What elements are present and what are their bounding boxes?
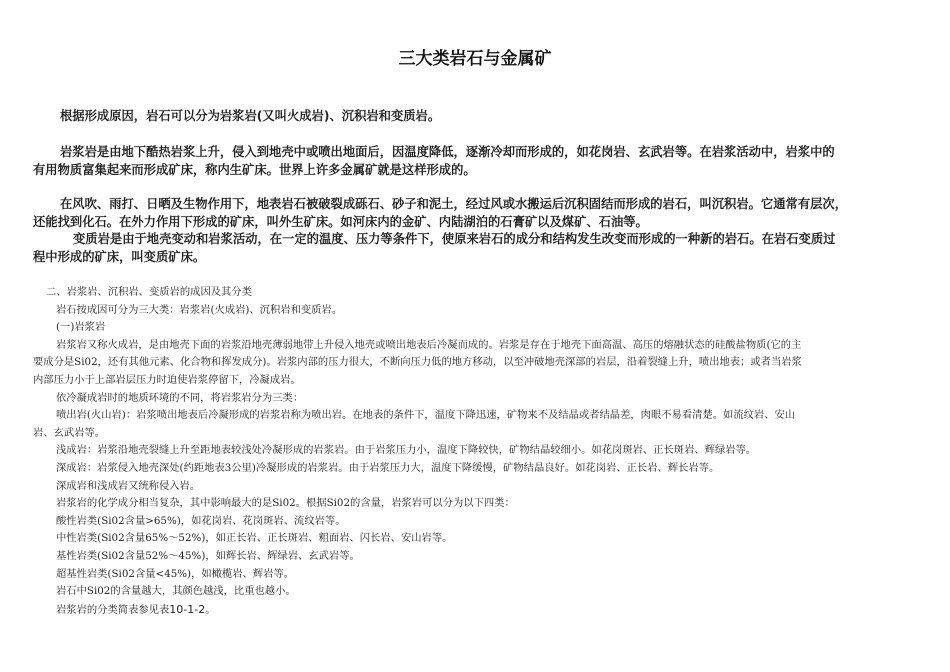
intro-line: 根据形成原因，岩石可以分为岩浆岩(又叫火成岩)、沉积岩和变质岩。 [60, 109, 441, 123]
classify-line: 岩石按成因可分为三大类：岩浆岩(火成岩)、沉积岩和变质岩。 [56, 303, 343, 316]
intrusive-note-line: 深成岩和浅成岩又统称侵入岩。 [56, 479, 201, 492]
sedimentary-line-2: 还能找到化石。在外力作用下形成的矿床，叫外生矿床。如河床内的金矿、内陆湖泊的石膏矿以及煤矿、石油等。 [33, 214, 648, 229]
deep-line: 深成岩：岩浆侵入地壳深处(约距地表3公里)冷凝形成的岩浆岩。由于岩浆压力大，温度下降缓慢，矿物结晶良好。如花岗岩、正长岩、辉长岩等。 [56, 461, 720, 474]
table-number: 10-1-2 [169, 602, 206, 616]
env-intro-line: 依冷凝成岩时的地质环境的不同，将岩浆岩分为三类： [56, 391, 304, 404]
metamorphic-paragraph [33, 231, 835, 266]
table-ref-end: 。 [205, 603, 216, 616]
section-heading: 二、岩浆岩、沉积岩、变质岩的成因及其分类 [46, 286, 252, 298]
metamorphic-line-1: 变质岩是由于地壳变动和岩浆活动，在一定的温度、压力等条件下，使原来岩石的成分和结构发生改变而形成的一种新的岩石。在岩石变质过 [73, 232, 836, 246]
sub-heading: (一)岩浆岩 [56, 321, 106, 334]
metamorphic-line-2: 程中形成的矿床，叫变质矿床。 [33, 249, 206, 264]
igneous-paragraph [33, 144, 835, 179]
intro-paragraph [60, 108, 440, 126]
extrusive-line-2: 岩、玄武岩等。 [33, 426, 106, 439]
shallow-line: 浅成岩：岩浆沿地壳裂缝上升至距地表较浅处冷凝形成的岩浆岩。由于岩浆压力小，温度下降较快，矿物结晶较细小。如花岗斑岩、正长斑岩、辉绿岩等。 [56, 444, 757, 457]
igneous-line-1: 岩浆岩是由地下酷热岩浆上升，侵入到地壳中或喷出地面后，因温度降低，逐渐冷却而形成的，如花岗岩、玄武岩等。在岩浆活动中，岩浆中的 [60, 145, 835, 159]
igneous-def-line-1: 岩浆岩又称火成岩，是由地壳下面的岩浆沿地壳薄弱地带上升侵入地壳或喷出地表后冷凝而成的。岩浆是存在于地壳下面高温、高压的熔融状态的硅酸盐物质(它的主 [56, 338, 802, 351]
igneous-line-2: 有用物质富集起来而形成矿床，称内生矿床。世界上许多金属矿就是这样形成的。 [33, 162, 476, 177]
chem-intro-line: 岩浆岩的化学成分相当复杂，其中影响最大的是Si02。根据Si02的含量，岩浆岩可以分为以下四类： [56, 497, 515, 510]
intermediate-line: 中性岩类(Si02含量65%～52%)，如正长岩、正长斑岩、粗面岩、闪长岩、安山岩等。 [56, 532, 453, 545]
table-ref-text: 岩浆岩的分类简表参见表 [56, 603, 170, 616]
color-note-line: 岩石中Si02的含量越大，其颜色越浅，比重也越小。 [56, 585, 296, 598]
igneous-def-line-2: 要成分是Si02，还有其他元素、化合物和挥发成分)。岩浆内部的压力很大，不断向压力低的地方移动，以至冲破地壳深部的岩层，沿着裂缝上升，喷出地表；或者当岩浆 [33, 356, 802, 369]
igneous-def-line-3: 内部压力小于上部岩层压力时迫使岩浆停留下，冷凝成岩。 [33, 373, 301, 386]
basic-line: 基性岩类(Si02含量52%～45%)，如辉长岩、辉绿岩、玄武岩等。 [56, 549, 360, 562]
ultrabasic-line: 超基性岩类(Si02含量<45%)，如橄榄岩、辉岩等。 [56, 567, 295, 580]
sedimentary-line-1: 在风吹、雨打、日晒及生物作用下，地表岩石被破裂成砾石、砂子和泥土，经过风或水搬运后沉积固结而形成的岩石，叫沉积岩。它通常有层次， [60, 197, 848, 211]
acidic-line: 酸性岩类(Si02含量>65%)，如花岗岩、花岗斑岩、流纹岩等。 [56, 514, 346, 527]
section-text [33, 284, 802, 619]
sedimentary-paragraph [33, 196, 847, 231]
extrusive-line-1: 喷出岩(火山岩)：岩浆喷出地表后冷凝形成的岩浆岩称为喷出岩。在地表的条件下，温度下降迅速，矿物来不及结晶或者结晶差，肉眼不易看清楚。如流纹岩、安山 [56, 409, 796, 422]
page-title: 三大类岩石与金属矿 [398, 49, 552, 69]
table-ref-line [33, 601, 802, 620]
